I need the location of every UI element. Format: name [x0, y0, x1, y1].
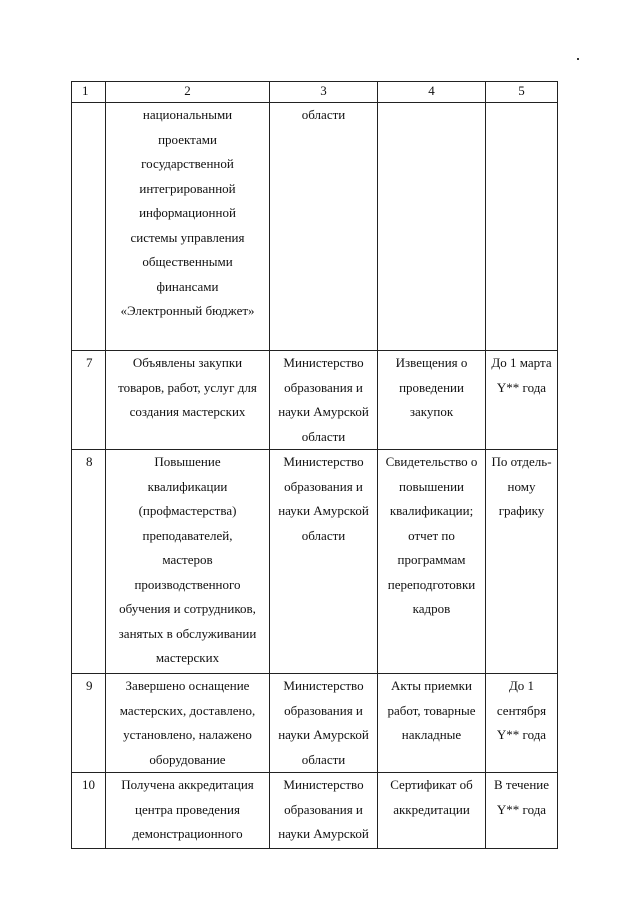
text-line: Акты приемки	[391, 678, 472, 693]
event-cell	[106, 351, 270, 450]
text-line: По отдель-	[491, 454, 552, 469]
event-cell	[106, 773, 270, 849]
deadline-cell	[486, 450, 558, 674]
header-cell-5: 5	[486, 82, 558, 103]
responsible-cell	[270, 773, 378, 849]
text-line: национальными	[142, 107, 233, 122]
activity-table	[71, 81, 558, 849]
text-line: Завершено оснащение	[125, 678, 250, 693]
text-line: области	[301, 751, 346, 767]
row-number-cell: 9	[72, 674, 106, 773]
text-line: Министерство	[283, 777, 364, 792]
text-line: науки Амурской	[278, 404, 369, 419]
text-line: Сертификат об	[390, 777, 473, 792]
text-line: программам	[397, 552, 466, 567]
event-cell	[106, 450, 270, 674]
text-line: образования и	[284, 801, 363, 817]
deadline-cell	[486, 351, 558, 450]
text-line: закупок	[409, 404, 454, 419]
text-line: образования и	[284, 702, 363, 718]
table-row	[72, 103, 558, 351]
page-dot-mark	[577, 58, 579, 60]
text-line: производственного	[134, 576, 241, 592]
text-line: науки Амурской	[278, 503, 369, 518]
text-line: накладные	[401, 727, 462, 742]
text-line: Y** года	[496, 727, 547, 742]
text-line: Министерство	[283, 454, 364, 469]
responsible-cell	[270, 103, 378, 351]
text-line: ному	[507, 478, 536, 494]
text-line: работ, товарные	[387, 702, 476, 718]
event-cell	[106, 103, 270, 351]
text-line: оборудование	[149, 751, 226, 767]
text-line: мастеров	[162, 552, 213, 567]
text-line: создания мастерских	[129, 404, 246, 419]
header-cell-1: 1	[72, 82, 106, 103]
text-line: До 1 марта	[491, 355, 552, 370]
text-line: центра проведения	[135, 801, 240, 817]
table-row	[72, 773, 558, 849]
row-number-cell: 7	[72, 351, 106, 450]
text-line: Y** года	[496, 801, 547, 817]
responsible-cell	[270, 674, 378, 773]
document-cell	[378, 773, 486, 849]
row-number-cell: 8	[72, 450, 106, 674]
text-line: образования и	[284, 478, 363, 494]
row-number-cell	[72, 103, 106, 351]
responsible-cell	[270, 450, 378, 674]
text-line: Получена аккредитация	[121, 777, 254, 792]
text-line: занятых в обслуживании	[118, 625, 257, 641]
text-line: системы управления	[130, 229, 245, 245]
deadline-cell	[486, 103, 558, 351]
document-cell	[378, 103, 486, 351]
text-line: установлено, налажено	[123, 727, 252, 742]
text-line: области	[301, 107, 346, 122]
text-line: отчет по	[408, 527, 455, 543]
text-line: Министерство	[283, 355, 364, 370]
event-cell	[106, 674, 270, 773]
text-line: товаров, работ, услуг для	[118, 379, 257, 395]
header-cell-2: 2	[106, 82, 270, 103]
text-line: образования и	[284, 379, 363, 395]
text-line: До 1	[508, 678, 535, 693]
table-row	[72, 674, 558, 773]
text-line: демонстрационного	[132, 826, 243, 841]
text-line: В течение	[493, 777, 550, 792]
text-line: Министерство	[283, 678, 364, 693]
text-line: квалификации	[147, 478, 228, 494]
text-line: проектами	[158, 131, 217, 147]
table-header-row	[72, 82, 558, 103]
text-line: интегрированной	[139, 180, 236, 196]
deadline-cell	[486, 674, 558, 773]
document-cell	[378, 674, 486, 773]
text-line: сентября	[496, 702, 547, 718]
text-line: обучения и сотрудников,	[119, 601, 256, 616]
table-row	[72, 450, 558, 674]
text-line: кадров	[412, 601, 451, 616]
text-line: области	[301, 428, 346, 444]
text-line: проведении	[399, 379, 464, 395]
text-line: мастерских, доставлено,	[119, 702, 256, 718]
text-line: науки Амурской	[278, 727, 369, 742]
text-line: мастерских	[155, 650, 220, 665]
table-row	[72, 351, 558, 450]
text-line: повышении	[399, 478, 464, 494]
text-line: (профмастерства)	[138, 503, 237, 518]
text-line: Извещения о	[395, 355, 468, 370]
deadline-cell	[486, 773, 558, 849]
text-line: графику	[498, 503, 545, 518]
text-line: переподготовки	[387, 576, 476, 592]
document-cell	[378, 351, 486, 450]
text-line: «Электронный бюджет»	[120, 303, 255, 318]
text-line: Объявлены закупки	[132, 355, 243, 370]
text-line: квалификации;	[389, 503, 474, 518]
text-line: Свидетельство о	[385, 454, 478, 469]
document-cell	[378, 450, 486, 674]
text-line: науки Амурской	[278, 826, 369, 841]
text-line: преподавателей,	[142, 527, 233, 543]
header-cell-4: 4	[378, 82, 486, 103]
text-line: финансами	[156, 278, 219, 294]
row-number-cell: 10	[72, 773, 106, 849]
text-line: аккредитации	[393, 801, 470, 817]
text-line: Y** года	[496, 379, 547, 395]
text-line: информационной	[139, 205, 236, 220]
text-line: области	[301, 527, 346, 543]
header-cell-3: 3	[270, 82, 378, 103]
responsible-cell	[270, 351, 378, 450]
text-line: Повышение	[154, 454, 221, 469]
text-line: государственной	[141, 156, 234, 171]
text-line: общественными	[142, 254, 233, 269]
